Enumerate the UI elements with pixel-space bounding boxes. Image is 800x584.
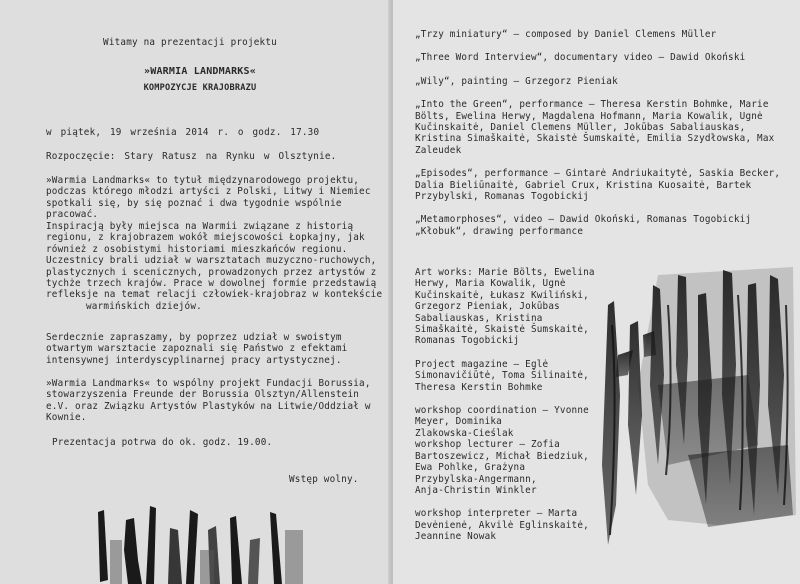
credit-line: Przybylska-Angermann, xyxy=(415,473,537,485)
paragraph-about xyxy=(46,175,371,221)
program-item: „Into the Green“, performance – Theresa Kerstin Bohmke, Marie xyxy=(415,99,769,111)
text-line: e.V. oraz Związku Artystów Plastyków na Litwie/Oddział w xyxy=(46,400,371,412)
program-list xyxy=(415,29,780,237)
text-line: otwartym warsztacie zapoznali się Państwo z efektami xyxy=(46,343,348,355)
text-line: »Warmia Landmarks« to wspólny projekt Fundacji Borussia, xyxy=(46,378,371,389)
text-line: stowarzyszenia Freunde der Borussia Olsztyn/Allenstein xyxy=(46,389,360,401)
ink-print-artwork-bottom xyxy=(90,500,310,584)
credit-line: Herwy, Maria Kowalik, Ugnė xyxy=(415,278,566,290)
event-venue: Rozpoczęcie: Stary Ratusz na Rynku w Olsztynie. xyxy=(46,151,337,162)
credit-line: Bartoszewicz, Michał Biedziuk, xyxy=(415,450,589,462)
program-item: „Three Word Interview“, documentary video – Dawid Okoński xyxy=(415,52,746,64)
program-item: „Metamorphoses“, video – Dawid Okoński, Romanas Togobickij xyxy=(415,214,752,226)
program-item: „Wily“, painting – Grzegorz Pieniak xyxy=(415,75,618,87)
text-line: regionu, z krajobrazem wokół miejscowości Łopkajny, jak xyxy=(46,232,365,244)
credit-line: Devėnienė, Akvilė Eglinskaitė, xyxy=(415,519,589,531)
text-line: warmińskich dziejów. xyxy=(86,300,202,312)
free-entry: Wstęp wolny. xyxy=(289,474,359,485)
text-line: refleksje na temat relacji człowiek-krajobraz w kontekście xyxy=(46,289,383,301)
paragraph-partners xyxy=(46,378,371,424)
text-line: Serdecznie zapraszamy, by poprzez udział w swoistym xyxy=(46,332,342,343)
credit-line: Theresa Kerstin Bohmke xyxy=(415,381,543,393)
left-page xyxy=(0,0,392,584)
credit-line: workshop interpreter – Marta xyxy=(415,508,578,520)
event-date: w piątek, 19 września 2014 r. o godz. 17.30 xyxy=(46,127,320,138)
program-item-line: „Kłobuk“, drawing performance xyxy=(415,225,584,237)
greeting: Witamy na prezentacji projektu xyxy=(103,37,277,48)
text-line: »Warmia Landmarks« to tytuł międzynarodowego projektu, xyxy=(46,175,360,186)
text-line: intensywnej interdyscyplinarnej pracy artystycznej. xyxy=(46,354,342,366)
credit-line: Sabaliauskas, Kristina xyxy=(415,312,543,324)
credits-list xyxy=(415,267,595,543)
right-page xyxy=(393,0,800,584)
credit-line: Project magazine – Eglė xyxy=(415,358,549,370)
paragraph-inspiration xyxy=(46,221,382,312)
credit-line: Zlakowska-Cieślak xyxy=(415,427,514,439)
credit-line: workshop lecturer – Zofia xyxy=(415,439,560,451)
text-line: Uczestnicy brali udział w warsztatach muzyczno-ruchowych, xyxy=(46,255,377,267)
program-item-line: Bölts, Ewelina Herwy, Magdalena Hofmann, Maria Kowalik, Ugnė xyxy=(415,110,763,122)
text-line: Kownie. xyxy=(46,412,87,424)
credit-line: Jeannine Nowak xyxy=(415,531,497,543)
program-item-line: Kučinskaitė, Daniel Clemens Müller, Jokūbas Sabaliauskas, xyxy=(415,122,746,134)
program-item-line: Zaleudek xyxy=(415,144,462,156)
program-item-line: Przybylski, Romanas Togobickij xyxy=(415,191,589,203)
program-item-line: Kristina Simaškaitė, Skaistė Šumskaitė, Emilia Szydłowska, Max xyxy=(415,133,775,145)
program-item: „Trzy miniatury“ – composed by Daniel Clemens Müller xyxy=(415,29,717,40)
credit-line: Kučinskaitė, Łukasz Kwiliński, xyxy=(415,289,589,301)
credit-line: Meyer, Dominika xyxy=(415,416,502,428)
credit-line: workshop coordination – Yvonne xyxy=(415,405,589,417)
credit-line: Grzegorz Pieniak, Jokūbas xyxy=(415,301,560,313)
credit-line: Art works: Marie Bölts, Ewelina xyxy=(415,267,595,278)
credit-line: Ewa Pohlke, Grażyna xyxy=(415,462,526,474)
program-item-line: Dalia Bieliūnaitė, Gabriel Crux, Kristina Kuosaitė, Bartek xyxy=(415,179,752,191)
credit-line: Simonavičiūtė, Toma Šilinaitė, xyxy=(415,370,589,382)
credit-line: Romanas Togobickij xyxy=(415,335,520,347)
text-line: tychże trzech krajów. Prace w dowolnej formie przedstawią xyxy=(46,278,377,290)
text-line: również z osobistymi historiami mieszkańców regionu. xyxy=(46,243,348,255)
program-item: „Episodes“, performance – Gintarė Andriukaitytė, Saskia Becker, xyxy=(415,168,781,180)
project-subtitle: KOMPOZYCJE KRAJOBRAZU xyxy=(143,83,257,93)
text-line: pracować. xyxy=(46,209,99,221)
text-line: plastycznych i scenicznych, prowadzonych przez artystów z xyxy=(46,266,377,278)
credit-line: Simaškaitė, Skaistė Šumskaitė, xyxy=(415,324,589,336)
text-line: podczas którego młodzi artyści z Polski, Litwy i Niemiec xyxy=(46,186,371,198)
project-title: »WARMIA LANDMARKS« xyxy=(144,66,256,77)
paragraph-invitation xyxy=(46,332,347,366)
credit-line: Anja-Christin Winkler xyxy=(415,484,537,496)
text-line: spotkali się, by się poznać i dwa tygodnie wspólnie xyxy=(46,197,342,209)
closing-time: Prezentacja potrwa do ok. godz. 19.00. xyxy=(52,437,273,448)
ink-print-artwork-right xyxy=(598,265,798,555)
text-line: Inspiracją były miejsca na Warmii związane z historią xyxy=(46,221,354,232)
